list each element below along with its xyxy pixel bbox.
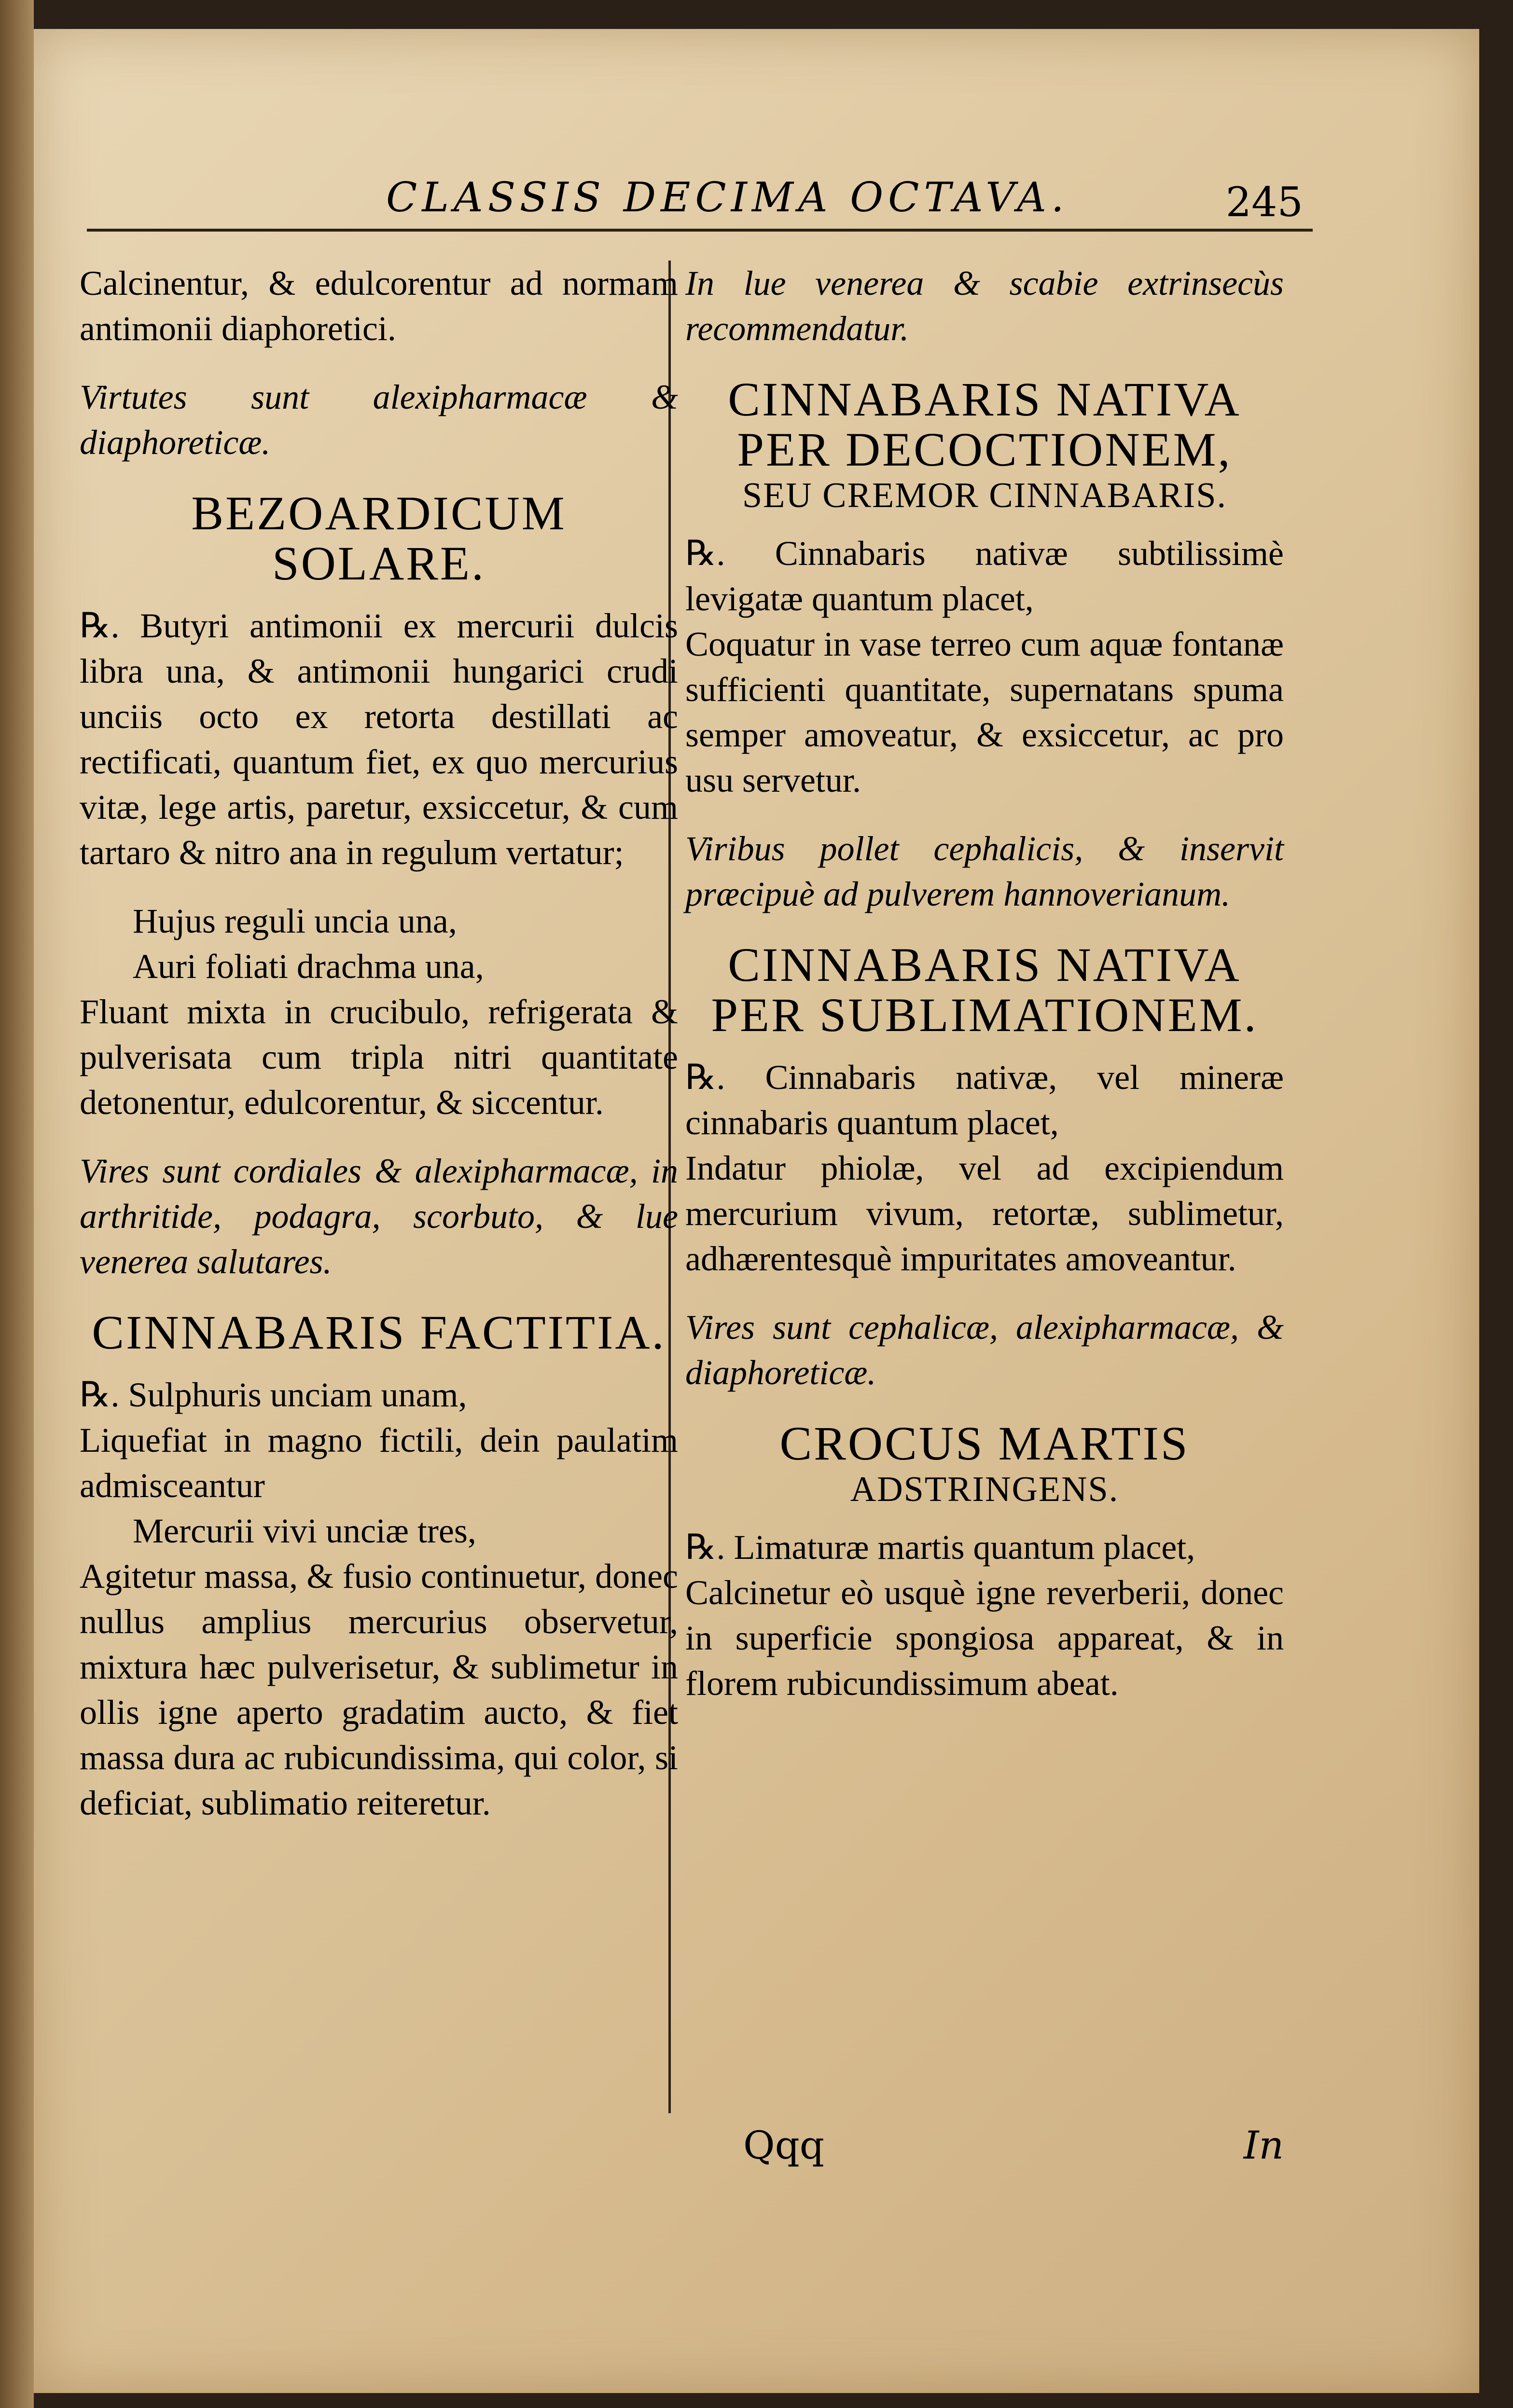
recipe-paragraph: Liquefiat in magno fictili, dein paulatim admisceantur [80,1421,678,1505]
page-footer [685,2123,1289,2181]
recipe-paragraph: Coquatur in vase terreo cum aquæ fontanæ sufficienti quantitate, supernatans spuma semper amoveatur, & exsiccetur, ac pro usu servetur. [685,625,1284,799]
recipe-paragraph: Calcinetur eò usquè igne reverberii, donec in superficie spongiosa appareat, & in florem rubicundissimum abeat. [685,1573,1284,1703]
catchword: In [1243,2123,1284,2168]
running-title: CLASSIS DECIMA OCTAVA. [386,174,1069,221]
page-header [87,159,1313,232]
section-heading: CINNABARIS FACTITIA. [92,1306,666,1359]
book-spine-shadow [0,0,34,2408]
virtues-note: Virtutes sunt alexipharmacæ & diaphoreticæ. [80,378,678,462]
virtues-note: In lue venerea & scabie extrinsecùs recommendatur. [685,264,1284,348]
signature-mark: Qqq [743,2123,825,2168]
section-heading: BEZOARDICUM SOLARE. [191,486,567,590]
header-rule [87,229,1313,232]
virtues-note: Vires sunt cordiales & alexipharmacæ, in arthritide, podagra, scorbuto, & lue venerea salutares. [80,1152,678,1281]
virtues-note: Viribus pollet cephalicis, & inservit præcipuè ad pulverem hannoverianum. [685,829,1284,913]
section-heading-sub: SEU CREMOR CINNABARIS. [742,476,1227,515]
ingredient-line: ℞. Cinnabaris nativæ, vel mineræ cinnabaris quantum placet, [685,1058,1284,1142]
recipe-paragraph: Indatur phiolæ, vel ad excipiendum mercurium vivum, retortæ, sublimetur, adhærentesquè impuritates amoveantur. [685,1149,1284,1278]
virtues-note: Vires sunt cephalicæ, alexipharmacæ, & diaphoreticæ. [685,1308,1284,1392]
section-heading-sub: ADSTRINGENS. [850,1470,1119,1509]
section-heading-main: CROCUS MARTIS [779,1417,1190,1470]
ingredient-line: Hujus reguli uncia una, [133,902,457,940]
right-column [685,261,1284,1729]
left-column [80,261,678,1849]
ingredient-line: ℞. Sulphuris unciam unam, [80,1376,467,1414]
section-heading [685,374,1284,516]
ingredient-line: ℞. Cinnabaris nativæ subtilissimè levigatæ quantum placet, [685,534,1284,618]
recipe-paragraph: Agitetur massa, & fusio continuetur, donec nullus amplius mercurius observetur, mixtura hæc pulverisetur, & sublimetur in ollis igne aperto gradatim aucto, & fiet massa dura ac rubicundissima, qui color, si deficiat, sublimatio reiteretur. [80,1557,678,1822]
recipe-paragraph: ℞. Butyri antimonii ex mercurii dulcis libra una, & antimonii hungarici crudi unciis octo ex retorta destillati ac rectificati, quantum fiet, ex quo mercurius vitæ, lege artis, paretur, exsiccetur, & cum tartaro & nitro ana in regulum vertatur; [80,606,678,872]
recipe-paragraph: Fluant mixta in crucibulo, refrigerata & pulverisata cum tripla nitri quantitate detonentur, edulcorentur, & siccentur. [80,992,678,1122]
ingredient-line: Auri foliati drachma una, [133,947,484,986]
section-heading-main: CINNABARIS NATIVA PER DECOCTIONEM, [728,372,1241,476]
section-heading: CINNABARIS NATIVA PER SUBLIMATIONEM. [711,938,1258,1042]
section-heading [685,1418,1284,1510]
ingredient-line: Mercurii vivi unciæ tres, [133,1512,476,1550]
paragraph: Calcinentur, & edulcorentur ad normam antimonii diaphoretici. [80,264,678,348]
ingredient-line: ℞. Limaturæ martis quantum placet, [685,1528,1195,1567]
page-number: 245 [1225,179,1303,226]
